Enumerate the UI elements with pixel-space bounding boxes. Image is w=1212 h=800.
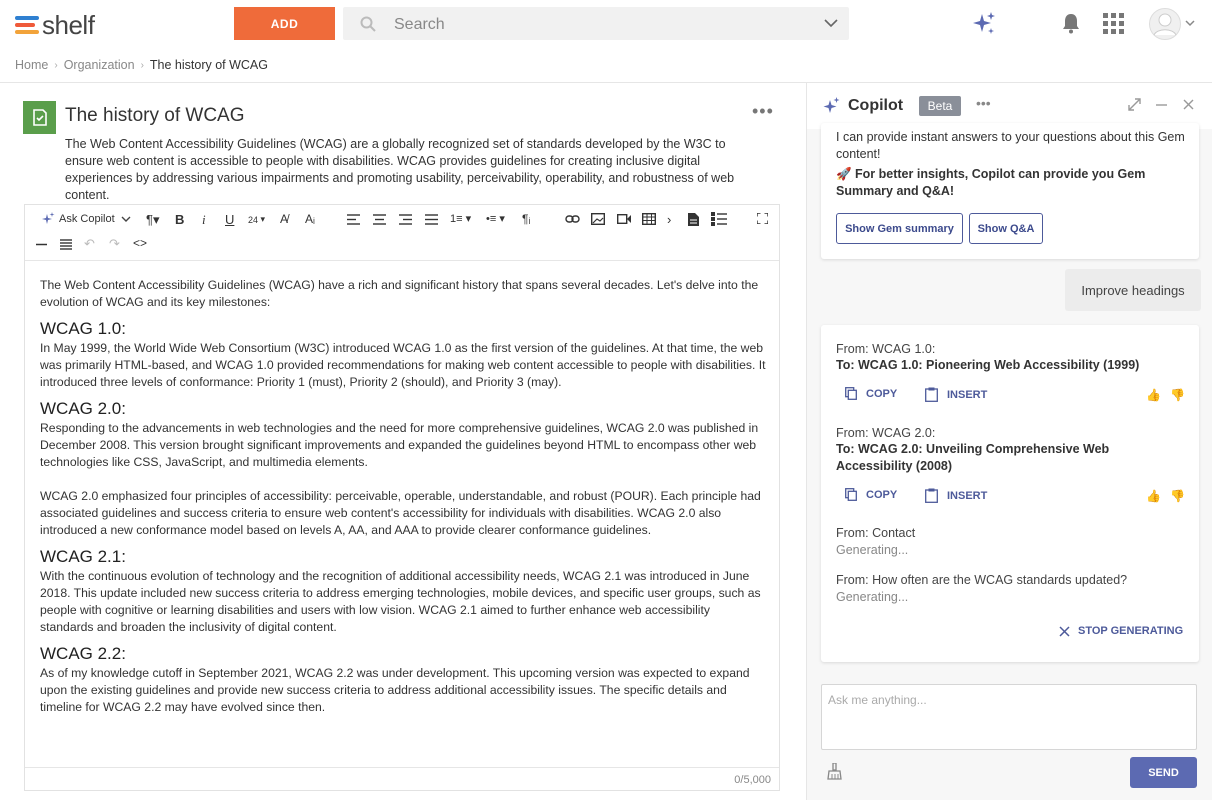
table-icon[interactable]: [642, 213, 656, 225]
editor-content[interactable]: [40, 277, 766, 716]
response-to: To: WCAG 1.0: Pioneering Web Accessibility (1999): [836, 358, 1140, 372]
welcome-text: I can provide instant answers to your questions about this Gem content!: [836, 130, 1185, 161]
beta-badge: Beta: [919, 96, 961, 116]
minimize-icon[interactable]: [1156, 98, 1167, 111]
underline-icon[interactable]: U: [225, 212, 235, 227]
search-placeholder: Search: [394, 16, 445, 33]
heading: WCAG 2.0:: [40, 399, 126, 418]
ordered-list-icon[interactable]: 1≡ ▾: [450, 213, 472, 225]
thumbs-up-icon[interactable]: 👍: [1146, 388, 1161, 402]
code-view-icon[interactable]: <>: [133, 236, 148, 250]
close-icon[interactable]: [1183, 98, 1194, 111]
chevron-down-icon: [121, 215, 131, 223]
breadcrumb-organization[interactable]: Organization: [63, 58, 135, 72]
stop-generating-label: STOP GENERATING: [1078, 625, 1184, 637]
heading: WCAG 1.0:: [40, 319, 126, 338]
search-input[interactable]: [343, 7, 849, 40]
more-options-icon[interactable]: •••: [976, 95, 991, 111]
clear-format-icon[interactable]: A̸: [280, 212, 289, 226]
align-justify-icon[interactable]: [425, 214, 438, 225]
page-title: The history of WCAG: [65, 105, 245, 126]
response-from: From: Contact: [836, 526, 916, 540]
paragraph-format-icon[interactable]: ¶▾: [146, 212, 160, 227]
paragraph: As of my knowledge cutoff in September 2021, WCAG 2.2 was under development. This upcoming version was expected to expand upon the existing guidelines and provide new success criteria to address additional accessibility issues. The specific details and timeline for WCAG 2.2 may have evolved since then.: [40, 666, 750, 714]
shelf-logo[interactable]: [15, 11, 94, 39]
link-icon[interactable]: [565, 214, 580, 224]
ai-sparkle-icon[interactable]: [970, 11, 997, 37]
breadcrumb-home[interactable]: Home: [15, 58, 49, 72]
ask-copilot-button[interactable]: [41, 212, 131, 226]
redo-icon[interactable]: ↷: [109, 236, 120, 251]
copy-label: COPY: [866, 488, 898, 501]
response-to: To: WCAG 2.0: Unveiling Comprehensive Web Accessibility (2008): [836, 442, 1110, 473]
paragraph: WCAG 2.0 emphasized four principles of accessibility: perceivable, operable, understandable, and robust (POUR). Each principle had associated guidelines and success criteria to ensure web content's accessibility for individuals with disabilities. WCAG 2.0 also introduced a new conformance model based on levels A, AA, and AAA to provide clearer conformance guidelines.: [40, 489, 761, 537]
clipboard-icon: [925, 387, 938, 402]
paragraph: In May 1999, the World Wide Web Consortium (W3C) introduced WCAG 1.0 as the first version of the guidelines. At that time, the web was primarily HTML-based, and WCAG 1.0 provided recommendations for making web content accessible to people with disabilities. It introduced three levels of conformance: Priority 1 (must), Priority 2 (should), and Priority 3 (may).: [40, 341, 766, 389]
font-size-value: 24: [248, 214, 259, 225]
breadcrumb: [15, 58, 268, 72]
thumbs-up-icon[interactable]: 👍: [1146, 489, 1161, 503]
generating-status: Generating...: [836, 543, 909, 557]
close-icon: [1059, 626, 1070, 637]
paragraph: The Web Content Accessibility Guidelines (WCAG) have a rich and significant history that spans several decades. Let's delve into the evolution of WCAG and its key milestones:: [40, 278, 759, 309]
copy-label: COPY: [866, 387, 898, 400]
undo-icon[interactable]: ↶: [84, 236, 95, 251]
notifications-bell-icon[interactable]: [1060, 12, 1082, 34]
thumbs-down-icon[interactable]: 👎: [1169, 489, 1185, 503]
copy-button[interactable]: [845, 387, 897, 400]
chevron-right-icon[interactable]: ›: [667, 212, 672, 227]
text-size-icon[interactable]: Aᵢ: [305, 212, 315, 226]
document-pane: [0, 83, 806, 800]
editor-toolbar: [25, 205, 779, 261]
response-from: From: WCAG 2.0:: [836, 426, 936, 440]
insert-label: INSERT: [947, 489, 988, 502]
insert-button[interactable]: [925, 488, 987, 503]
copilot-response-card: [821, 325, 1199, 662]
insert-label: INSERT: [947, 388, 988, 401]
show-qa-button[interactable]: Show Q&A: [969, 213, 1043, 244]
text-align-icon[interactable]: [60, 239, 72, 250]
document-description: The Web Content Accessibility Guidelines (WCAG) are a globally recognized set of standards developed by the W3C to ensure web content is accessible to people with disabilities. WCAG provides guidelines for creating inclusive digital experiences by addressing various impairments and promoting usability, perceivability, operability, and robustness of web content.: [65, 137, 735, 202]
generating-status: Generating...: [836, 590, 909, 604]
insight-text: 🚀 For better insights, Copilot can provide you Gem Summary and Q&A!: [836, 167, 1146, 198]
search-icon: [360, 16, 376, 32]
font-size-select[interactable]: 24 ▾: [248, 214, 266, 225]
paragraph-marks-icon[interactable]: ¶ᵢ: [522, 212, 531, 226]
image-icon[interactable]: [591, 213, 605, 225]
chevron-right-icon: ›: [140, 59, 144, 71]
sparkle-icon: [41, 212, 55, 226]
top-bar: [0, 0, 1212, 50]
more-options-icon[interactable]: •••: [752, 101, 774, 121]
unordered-list-icon[interactable]: •≡ ▾: [486, 213, 505, 225]
heading: WCAG 2.2:: [40, 644, 126, 663]
response-from: From: How often are the WCAG standards updated?: [836, 573, 1128, 587]
align-left-icon[interactable]: [347, 214, 360, 225]
paragraph: With the continuous evolution of technology and the recognition of additional accessibility needs, WCAG 2.1 was introduced in June 2018. This update included new success criteria to address emerging technologies, mobile devices, and specific user groups, such as people with cognitive or learning disabilities and users with low vision. WCAG 2.1 aimed to further enhance web accessibility standards and broaden the inclusivity of digital content.: [40, 569, 761, 634]
add-button[interactable]: ADD: [234, 7, 335, 40]
video-icon[interactable]: [617, 214, 631, 224]
logo-icon: [15, 15, 39, 35]
paragraph: Responding to the advancements in web technologies and the need for more comprehensive guidelines, WCAG 2.0 was published in December 2008. This version brought significant improvements and expanded the guidelines beyond HTML to encompass other web technologies like CSS, JavaScript, and multimedia elements.: [40, 421, 759, 469]
ask-input-placeholder: Ask me anything...: [828, 693, 927, 707]
copilot-title: Copilot: [848, 97, 904, 114]
copy-button[interactable]: [845, 488, 897, 501]
user-message-bubble: Improve headings: [1065, 269, 1201, 311]
feedback-buttons: [1146, 489, 1185, 503]
clear-chat-broom-icon[interactable]: [827, 763, 843, 780]
align-right-icon[interactable]: [399, 214, 412, 225]
ask-input[interactable]: [821, 684, 1197, 750]
heading: WCAG 2.1:: [40, 547, 126, 566]
align-center-icon[interactable]: [373, 214, 386, 225]
apps-grid-icon[interactable]: [1103, 13, 1124, 34]
thumbs-down-icon[interactable]: 👎: [1169, 388, 1185, 402]
document-file-icon[interactable]: [688, 213, 699, 226]
copilot-welcome-card: [821, 123, 1199, 259]
chevron-right-icon: ›: [54, 59, 58, 71]
copilot-sparkle-icon: [822, 97, 840, 115]
copy-icon: [845, 488, 857, 501]
user-avatar[interactable]: [1149, 7, 1197, 41]
bold-icon[interactable]: B: [175, 212, 185, 227]
stop-generating-button[interactable]: [1059, 625, 1183, 637]
copy-icon: [845, 387, 857, 400]
italic-icon[interactable]: i: [202, 212, 206, 227]
show-gem-summary-button[interactable]: Show Gem summary: [836, 213, 963, 244]
clipboard-icon: [925, 488, 938, 503]
feedback-buttons: [1146, 388, 1185, 402]
rich-text-editor[interactable]: [24, 204, 780, 791]
horizontal-line-icon[interactable]: [36, 243, 47, 246]
chevron-down-icon[interactable]: [824, 17, 838, 29]
copilot-panel: [807, 83, 1212, 800]
insert-button[interactable]: [925, 387, 987, 402]
fullscreen-icon[interactable]: [757, 213, 768, 224]
response-from: From: WCAG 1.0:: [836, 342, 936, 356]
send-button[interactable]: SEND: [1130, 757, 1197, 788]
logo-text: shelf: [42, 10, 95, 40]
expand-icon[interactable]: [1128, 98, 1141, 111]
document-icon: [23, 101, 56, 134]
breadcrumb-current: The history of WCAG: [149, 58, 268, 72]
character-counter: 0/5,000: [25, 767, 779, 791]
ask-copilot-label: Ask Copilot: [59, 213, 115, 225]
checklist-icon[interactable]: [711, 212, 727, 226]
